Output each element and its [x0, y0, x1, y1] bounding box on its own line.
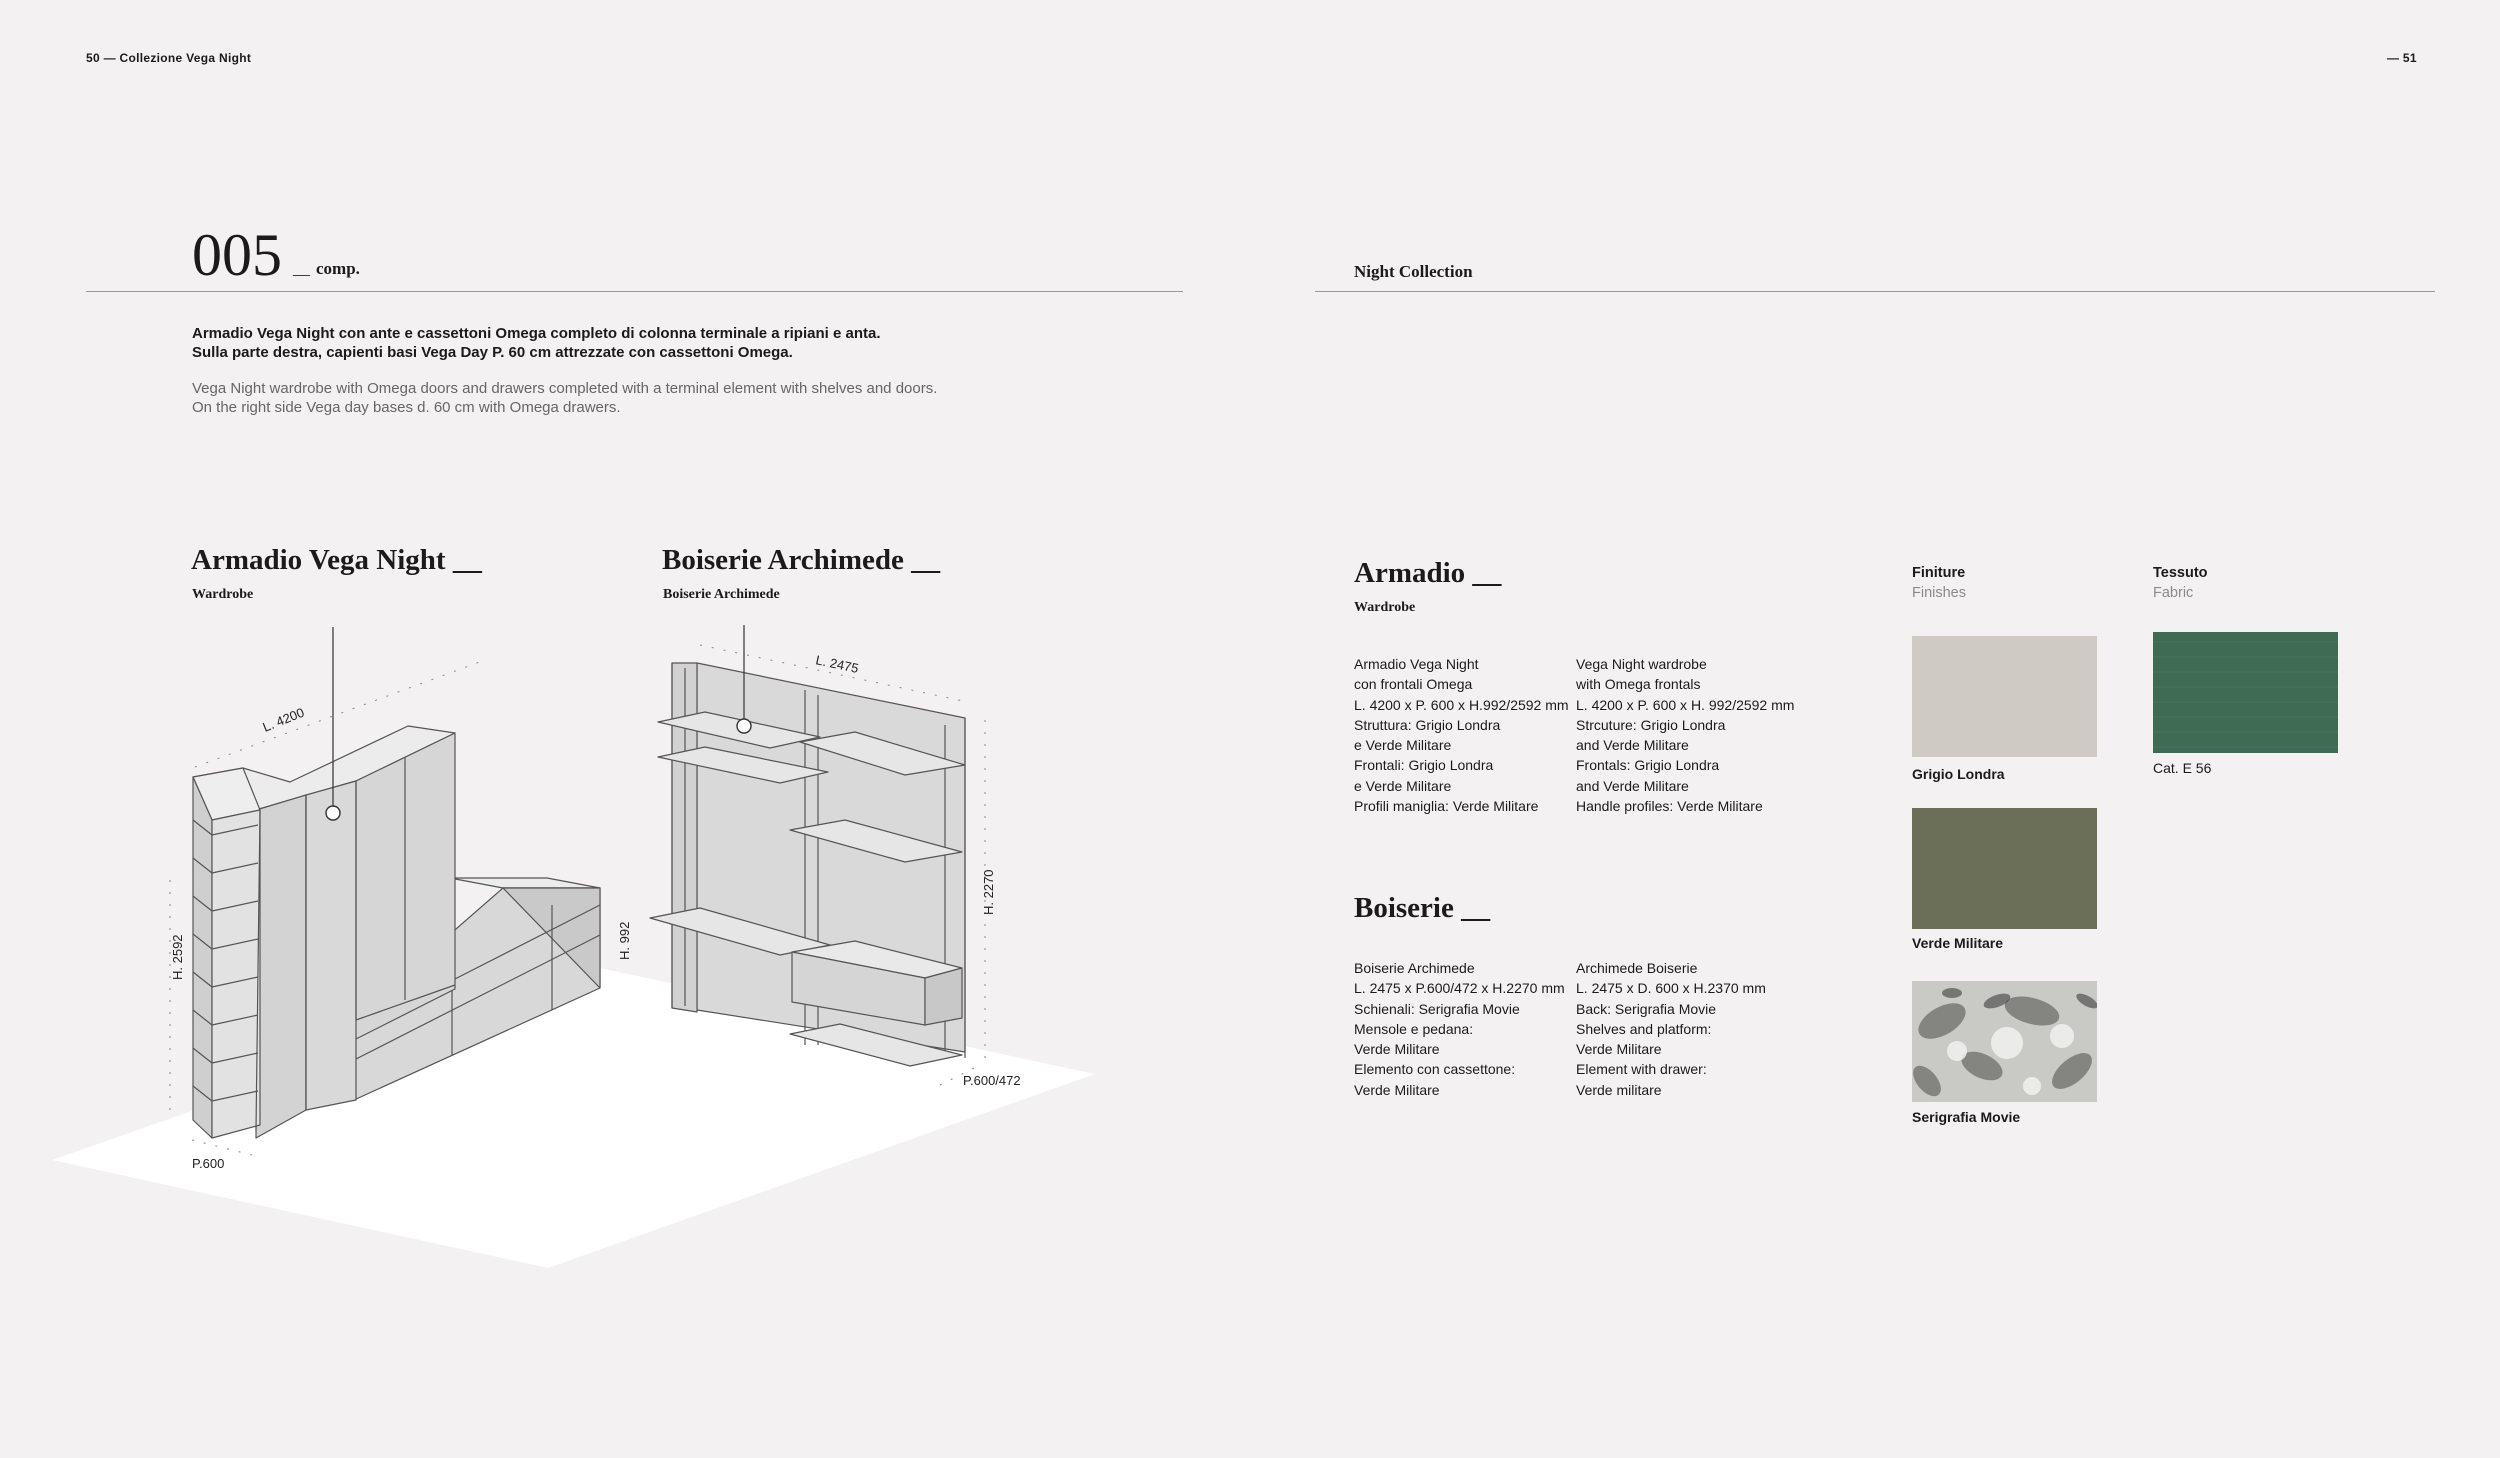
- armadio-spec-english: Vega Night wardrobe with Omega frontals L. 4200 x P. 600 x H. 992/2592 mm Strcuture: Grigio Londra and Verde Militare Frontals: Grigio Londra and Verde Militare Handle profiles: Verde Militare: [1576, 656, 1795, 815]
- boiserie-drawing-title: Boiserie Archimede __: [662, 544, 941, 576]
- floral-pattern: [1912, 981, 2097, 1102]
- armadio-drawing-subtitle: Wardrobe: [192, 587, 254, 602]
- armadio-height-label: H. 2592: [170, 934, 185, 980]
- armadio-spec-subtitle: Wardrobe: [1354, 600, 1416, 615]
- armadio-depth-label: P.600: [192, 1156, 225, 1171]
- left-folio: 50 — Collezione Vega Night: [86, 51, 252, 65]
- fabric-category: Cat. E 56: [2153, 760, 2212, 776]
- fabric-subheading: Fabric: [2153, 585, 2194, 601]
- composition-number: 005: [192, 222, 282, 288]
- finishes-heading: Finiture: [1912, 565, 1966, 581]
- armadio-spec-italian: Armadio Vega Night con frontali Omega L. 4200 x P. 600 x H.992/2592 mm Struttura: Grigio Londra e Verde Militare Frontali: Grigio Londra e Verde Militare Profili maniglia: Verde Militare: [1354, 656, 1569, 815]
- boiserie-height-label: H. 2270: [981, 869, 996, 915]
- fabric-base: [2153, 632, 2338, 753]
- collection-name: Night Collection: [1354, 262, 1473, 281]
- description-english: Vega Night wardrobe with Omega doors and drawers completed with a terminal element with shelves and doors. On the right side Vega day bases d. 60 cm with Omega drawers.: [192, 380, 938, 416]
- shelf-column: [193, 768, 260, 1138]
- swatch-verde-militare: [1912, 808, 2097, 929]
- swatch-label: Verde Militare: [1912, 935, 2004, 951]
- furniture-drawing: [0, 600, 1120, 1280]
- boiserie-depth-label: P.600/472: [963, 1073, 1021, 1088]
- armadio-drawing-title: Armadio Vega Night __: [191, 544, 482, 576]
- fabric-heading: Tessuto: [2153, 565, 2208, 581]
- fabric-texture: [2153, 632, 2338, 753]
- header-rule-right: [1315, 291, 2435, 292]
- swatch-fabric: [2153, 632, 2338, 753]
- swatch-grigio-londra: [1912, 636, 2097, 757]
- boiserie-panel: [650, 663, 965, 1066]
- description-italian: Armadio Vega Night con ante e cassettoni Omega completo di colonna terminale a ripiani e anta. Sulla parte destra, capienti basi Vega Day P. 60 cm attrezzate con cassettoni Omega.: [192, 325, 881, 361]
- base-height-label: H. 992: [617, 921, 632, 960]
- boiserie-drawing-subtitle: Boiserie Archimede: [663, 587, 780, 602]
- armadio-length-label: L. 4200: [260, 704, 307, 735]
- swatch-label: Grigio Londra: [1912, 766, 2005, 782]
- boiserie-spec-english: Archimede Boiserie L. 2475 x D. 600 x H.2370 mm Back: Serigrafia Movie Shelves and platform: Verde Militare Element with drawer: Verde militare: [1576, 960, 1766, 1098]
- composition-suffix: __ comp.: [293, 259, 360, 278]
- header-rule-left: [86, 291, 1183, 292]
- boiserie-length-label: L. 2475: [814, 652, 860, 676]
- boiserie-spec-title: Boiserie __: [1354, 892, 1491, 924]
- right-folio: — 51: [2387, 51, 2417, 65]
- swatch-serigrafia-movie: [1912, 981, 2097, 1102]
- armadio-spec-title: Armadio __: [1354, 557, 1502, 589]
- boiserie-spec-italian: Boiserie Archimede L. 2475 x P.600/472 x H.2270 mm Schienali: Serigrafia Movie Mensole e pedana: Verde Militare Elemento con cassettone: Verde Militare: [1354, 960, 1565, 1098]
- finishes-subheading: Finishes: [1912, 585, 1966, 601]
- swatch-label: Serigrafia Movie: [1912, 1109, 2021, 1125]
